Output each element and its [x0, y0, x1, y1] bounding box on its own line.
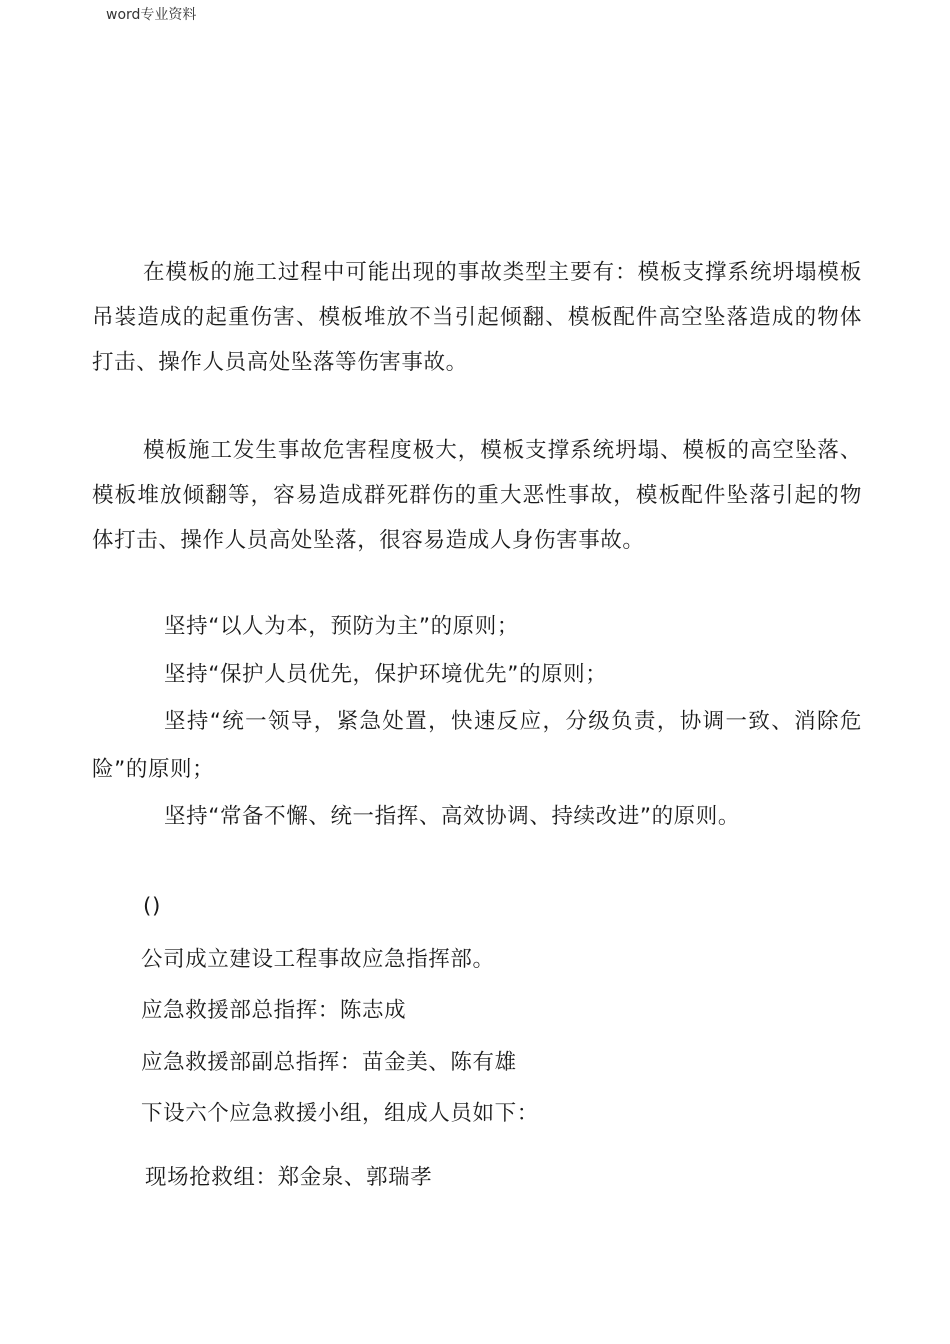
groups-intro: 下设六个应急救援小组，组成人员如下： — [141, 1101, 539, 1126]
commander-line: 应急救援部总指挥：陈志成 — [141, 998, 407, 1023]
deputy-commander-line: 应急救援部副总指挥：苗金美、陈有雄 — [141, 1050, 517, 1075]
command-established: 公司成立建设工程事故应急指挥部。 — [141, 947, 495, 972]
principle-3: 坚持“统一领导，紧急处置，快速反应，分级负责，协调一致、消除危险”的原则； — [92, 709, 862, 782]
accident-hazard-paragraph: 模板施工发生事故危害程度极大，模板支撑系统坍塌、模板的高空坠落、模板堆放倾翻等，容易造成群死群伤的重大恶性事故，模板配件坠落引起的物体打击、操作人员高处坠落，很容易造成人身伤害事故。 — [92, 438, 862, 553]
section-marker: () — [143, 894, 161, 919]
page-header: word专业资料 — [106, 7, 197, 23]
principle-1: 坚持“以人为本，预防为主”的原则； — [164, 614, 519, 639]
accident-types-paragraph: 在模板的施工过程中可能出现的事故类型主要有：模板支撑系统坍塌模板吊装造成的起重伤害、模板堆放不当引起倾翻、模板配件高空坠落造成的物体打击、操作人员高处坠落等伤害事故。 — [92, 260, 862, 375]
principle-4: 坚持“常备不懈、统一指挥、高效协调、持续改进”的原则。 — [164, 804, 740, 829]
principle-2: 坚持“保护人员优先，保护环境优先”的原则； — [164, 662, 608, 687]
rescue-group-line: 现场抢救组：郑金泉、郭瑞孝 — [145, 1165, 433, 1190]
